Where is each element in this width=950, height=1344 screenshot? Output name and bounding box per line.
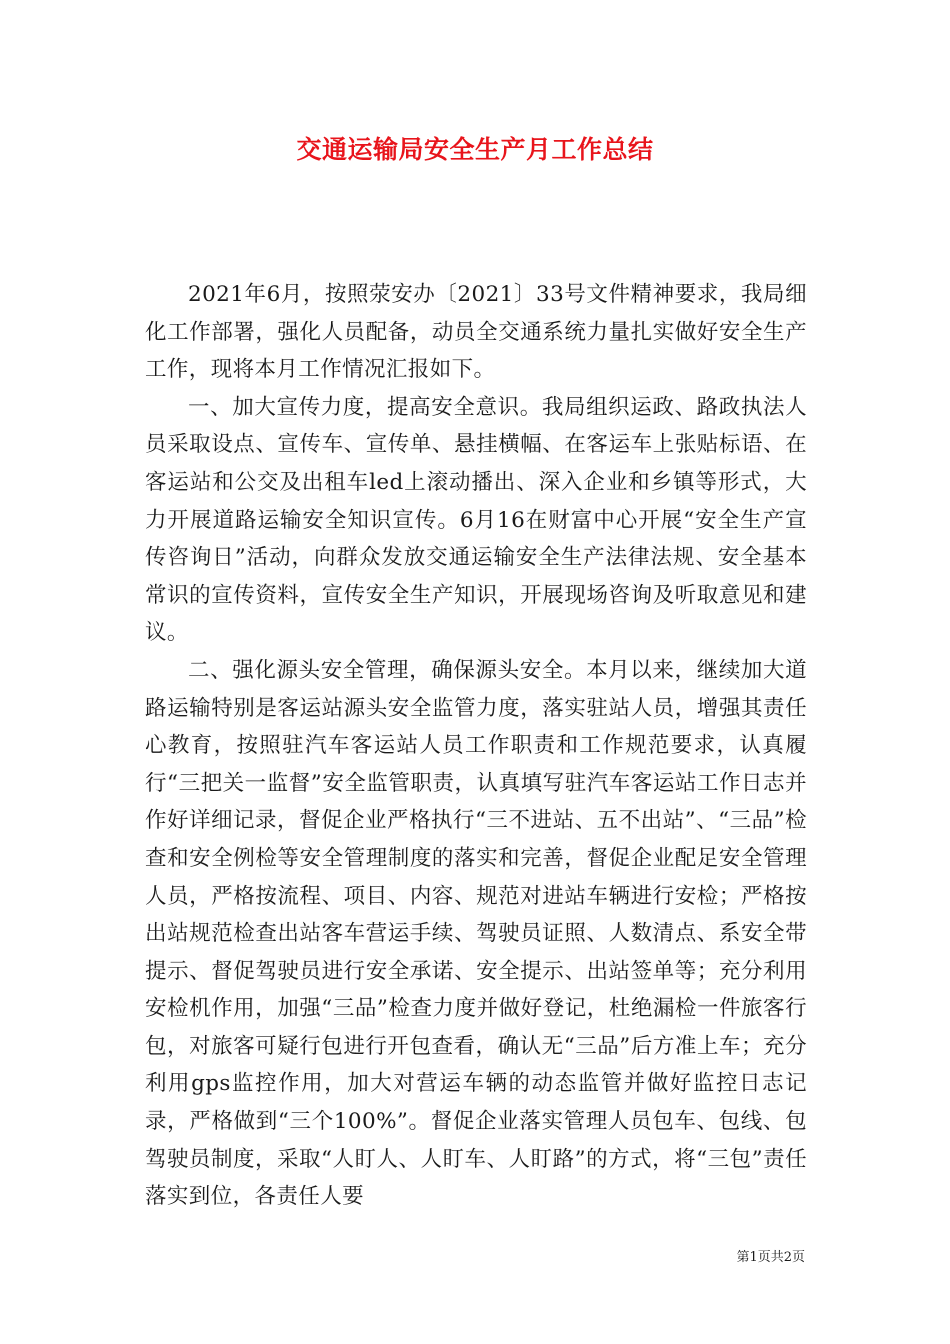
document-title: 交通运输局安全生产月工作总结 bbox=[296, 135, 654, 164]
page-number: 第1页共2页 bbox=[736, 1250, 805, 1265]
paragraph-intro: 2021年6月，按照荥安办〔2021〕33号文件精神要求，我局细化工作部署，强化人员配备，动员全交通系统力量扎实做好安全生产工作，现将本月工作情况汇报如下。 bbox=[145, 282, 807, 383]
paragraph-source-management: 二、强化源头安全管理，确保源头安全。本月以来，继续加大道路运输特别是客运站源头安全监管力度，落实驻站人员，增强其责任心教育，按照驻汽车客运站人员工作职责和工作规范要求，认真履行“三把关一监督”安全监管职责，认真填写驻汽车客运站工作日志并作好详细记录，督促企业严格执行“三不进站、五不出站”、“三品”检查和安全例检等安全管理制度的落实和完善，督促企业配足安全管理人员，严格按流程、项目、内容、规范对进站车辆进行安检；严格按出站规范检查出站客车营运手续、驾驶员证照、人数清点、系安全带提示、督促驾驶员进行安全承诺、安全提示、出站签单等；充分利用安检机作用，加强“三品”检查力度并做好登记，杜绝漏检一件旅客行包，对旅客可疑行包进行开包查看，确认无“三品”后方准上车；充分利用gps监控作用，加大对营运车辆的动态监管并做好监控日志记录，严格做到“三个100%”。督促企业落实管理人员包车、包线、包驾驶员制度，采取“人盯人、人盯车、人盯路”的方式，将“三包”责任落实到位，各责任人要 bbox=[145, 657, 807, 1210]
document-body bbox=[145, 276, 807, 1216]
paragraph-publicity: 一、加大宣传力度，提高安全意识。我局组织运政、路政执法人员采取设点、宣传车、宣传单、悬挂横幅、在客运车上张贴标语、在客运站和公交及出租车led上滚动播出、深入企业和乡镇等形式，大力开展道路运输安全知识宣传。6月16在财富中心开展“安全生产宣传咨询日”活动，向群众发放交通运输安全生产法律法规、安全基本常识的宣传资料，宣传安全生产知识，开展现场咨询及听取意见和建议。 bbox=[145, 394, 807, 646]
